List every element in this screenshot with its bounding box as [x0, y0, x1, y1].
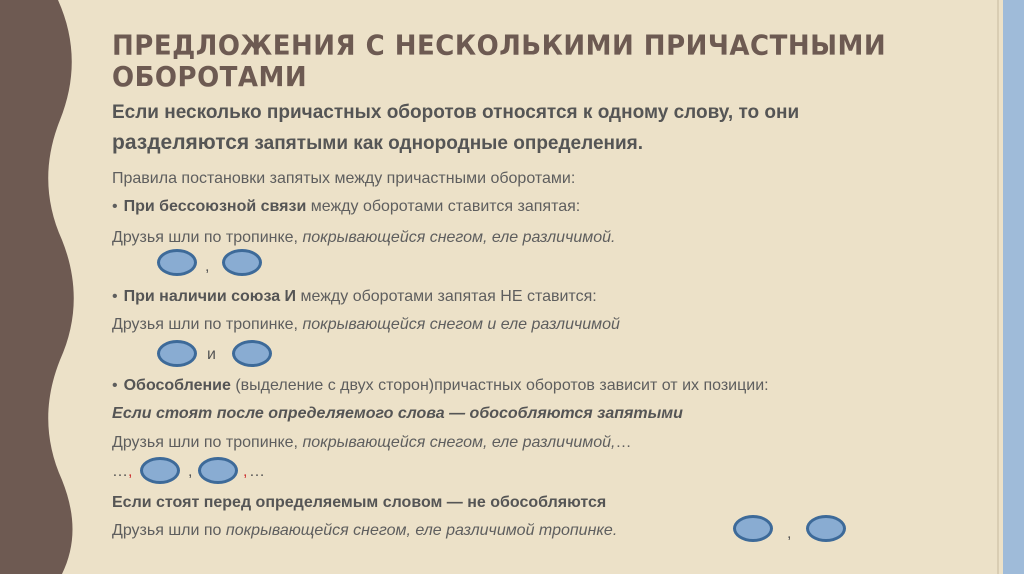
- slide-title: ПРЕДЛОЖЕНИЯ С НЕСКОЛЬКИМИ ПРИЧАСТНЫМИ ОБОРОТАМИ: [112, 30, 887, 94]
- rule3-bold: Обособление: [123, 377, 231, 394]
- rule2-line: [112, 288, 597, 306]
- right-accent-bar: [1003, 0, 1024, 574]
- right-divider-line: [997, 0, 999, 574]
- rule3-after-heading-text: Если стоят после определяемого слова — обособляются запятыми: [112, 405, 683, 422]
- intro-emphasis: разделяются: [112, 131, 250, 154]
- scheme-separator: ,: [188, 463, 193, 480]
- rule1-example-italic: покрывающейся снегом, еле различимой.: [302, 229, 616, 246]
- rule3-example-italic: покрывающейся снегом, еле различимой,: [302, 434, 616, 451]
- scheme-oval-icon: [222, 249, 262, 276]
- rule3-rest: (выделение с двух сторон)причастных оборотов зависит от их позиции:: [230, 377, 769, 394]
- scheme-oval-icon: [157, 340, 197, 367]
- scheme-oval-icon: [806, 515, 846, 542]
- intro-text-2: запятыми как однородные определения.: [249, 133, 644, 154]
- scheme-separator: ,: [205, 258, 210, 275]
- bullet-icon: •: [112, 377, 118, 394]
- scheme-oval-icon: [232, 340, 272, 367]
- rule3-before-heading: [112, 494, 606, 512]
- rule1-example-plain: Друзья шли по тропинке,: [112, 229, 303, 246]
- intro-line-1: [112, 102, 799, 124]
- rule1-rest: между оборотами ставится запятая:: [306, 198, 581, 215]
- scheme-separator: и: [207, 346, 216, 363]
- rule2-example: [112, 316, 620, 334]
- rule3-example-plain: Друзья шли по тропинке,: [112, 434, 303, 451]
- rule3-line: [112, 377, 769, 395]
- bullet-icon: •: [112, 288, 118, 305]
- scheme-start-ellipsis: …: [112, 463, 128, 480]
- scheme-end-ellipsis: …: [249, 463, 265, 480]
- scheme-red-comma: ,: [243, 463, 248, 480]
- rule1-bold: При бессоюзной связи: [123, 198, 307, 215]
- rule2-example-italic: покрывающейся снегом и еле различимой: [302, 316, 620, 333]
- rule2-rest: между оборотами запятая НЕ ставится:: [296, 288, 597, 305]
- rule1-example: [112, 229, 615, 247]
- scheme-red-comma: ,: [128, 463, 133, 480]
- rules-heading: Правила постановки запятых между причастными оборотами:: [112, 170, 576, 187]
- rule3-example: [112, 434, 631, 452]
- rule3-example2-plain: Друзья шли по: [112, 522, 226, 539]
- scheme-separator: ,: [787, 525, 792, 542]
- left-decorative-band: [0, 0, 80, 574]
- scheme-oval-icon: [733, 515, 773, 542]
- rule1-line: [112, 198, 580, 216]
- rule3-example-tail: …: [615, 434, 632, 451]
- rule2-bold: При наличии союза И: [123, 288, 297, 305]
- scheme-oval-icon: [198, 457, 238, 484]
- intro-line-2: [112, 131, 643, 155]
- rule3-example2-italic: покрывающейся снегом, еле различимой тропинке.: [225, 522, 618, 539]
- rule3-before-heading-text: Если стоят перед определяемым словом — не обособляются: [112, 494, 607, 511]
- rule3-example2: [112, 522, 617, 540]
- intro-text-1: Если несколько причастных оборотов относятся к одному слову, то они: [112, 102, 800, 123]
- bullet-icon: •: [112, 198, 118, 215]
- scheme-oval-icon: [140, 457, 180, 484]
- scheme-oval-icon: [157, 249, 197, 276]
- rule2-example-plain: Друзья шли по тропинке,: [112, 316, 303, 333]
- rule3-after-heading: [112, 405, 683, 423]
